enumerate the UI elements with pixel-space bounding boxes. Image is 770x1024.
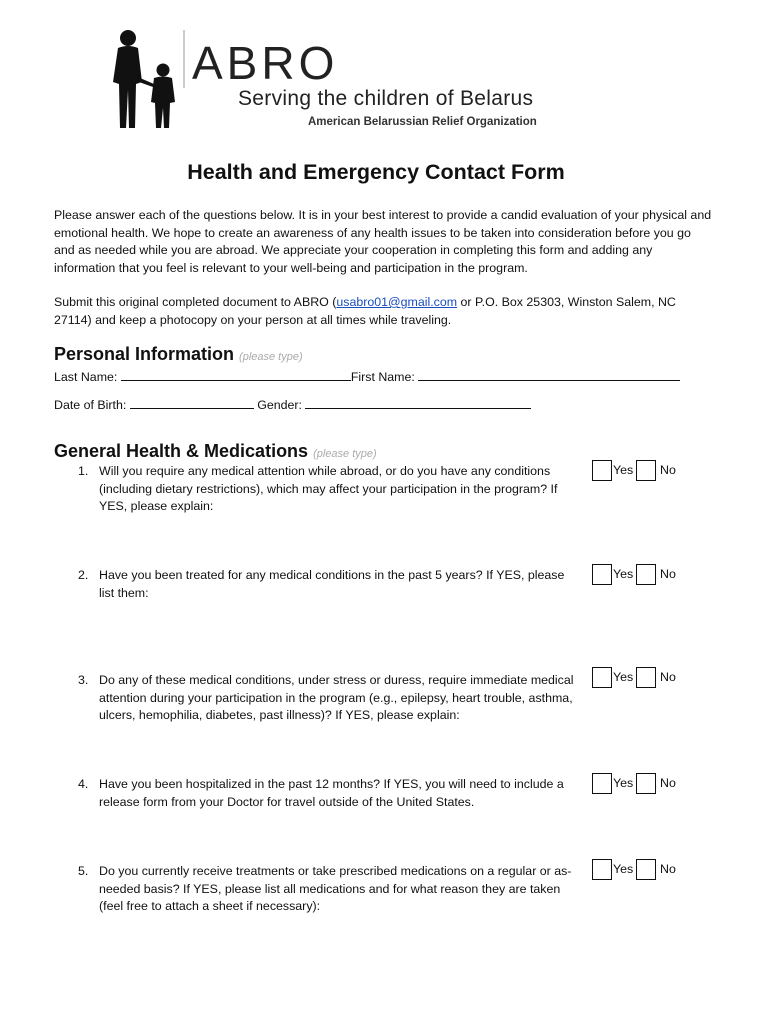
personal-info-heading xyxy=(54,344,303,365)
dob-gender-row xyxy=(54,397,531,412)
question-2 xyxy=(78,567,578,602)
question-number: 2. xyxy=(78,568,89,582)
yes-checkbox[interactable] xyxy=(592,667,612,688)
no-label: No xyxy=(660,776,676,790)
parent-child-silhouette-icon xyxy=(100,26,190,138)
logo-name: ABRO xyxy=(192,37,339,89)
yes-checkbox[interactable] xyxy=(592,859,612,880)
no-checkbox[interactable] xyxy=(636,859,656,880)
question-3-yes-no xyxy=(592,667,692,689)
yes-label: Yes xyxy=(613,776,634,790)
no-label: No xyxy=(660,862,676,876)
question-number: 1. xyxy=(78,464,89,478)
yes-label: Yes xyxy=(613,463,634,477)
question-5 xyxy=(78,863,578,916)
question-3 xyxy=(78,672,578,725)
yes-label: Yes xyxy=(613,862,634,876)
gender-label: Gender: xyxy=(257,398,302,412)
question-4 xyxy=(78,776,578,811)
question-number: 5. xyxy=(78,864,89,878)
question-text: Will you require any medical attention while abroad, or do you have any conditions (including dietary restrictions), which may affect your participation in the program? If YES, please explain: xyxy=(99,464,558,513)
email-link[interactable]: usabro01@gmail.com xyxy=(336,295,458,309)
no-checkbox[interactable] xyxy=(636,667,656,688)
name-row xyxy=(54,369,680,384)
no-checkbox[interactable] xyxy=(636,773,656,794)
question-text: Have you been hospitalized in the past 12 months? If YES, you will need to include a release form from your Doctor for travel outside of the United States. xyxy=(99,777,564,809)
no-label: No xyxy=(660,567,676,581)
logo-tagline: Serving the children of Belarus xyxy=(238,87,534,110)
health-title: General Health & Medications xyxy=(54,441,309,461)
submit-text-after: or P.O. Box 25303, Winston Salem, NC 27114) and keep a photocopy on your person at all times while traveling. xyxy=(54,295,676,327)
question-1 xyxy=(78,463,578,516)
last-name-field[interactable] xyxy=(121,369,351,381)
question-number: 4. xyxy=(78,777,89,791)
question-text: Do any of these medical conditions, under stress or duress, require immediate medical attention during your participation in the program (e.g., epilepsy, heart trouble, asthma, ulcers, hemophilia, diabetes, past illness)? If YES, please explain: xyxy=(99,673,574,722)
question-4-yes-no xyxy=(592,773,692,795)
submit-text-before: Submit this original completed document to ABRO ( xyxy=(54,295,337,309)
question-5-yes-no xyxy=(592,859,692,881)
submit-instructions xyxy=(54,294,714,329)
no-label: No xyxy=(660,670,676,684)
health-hint: (please type) xyxy=(313,448,377,460)
first-name-label: First Name: xyxy=(350,370,415,384)
intro-paragraph: Please answer each of the questions below. It is in your best interest to provide a candid evaluation of your physical and emotional health. We hope to create an awareness of any health issues to be taken into consideration before you go and as needed while you are abroad. We appreciate your cooperation in completing this form and adding any information that you feel is relevant to your well-being and participation in the program. xyxy=(54,208,712,275)
question-text: Do you currently receive treatments or take prescribed medications on a regular or as-needed basis? If YES, please list all medications and for what reason they are taken (feel free to attach a sheet if necessary): xyxy=(99,864,572,913)
personal-info-title: Personal Information xyxy=(54,344,235,364)
last-name-label: Last Name: xyxy=(54,370,118,384)
yes-checkbox[interactable] xyxy=(592,773,612,794)
gender-field[interactable] xyxy=(305,397,531,409)
yes-checkbox[interactable] xyxy=(592,564,612,585)
no-label: No xyxy=(660,463,676,477)
logo-organization: American Belarussian Relief Organization xyxy=(308,116,537,128)
first-name-field[interactable] xyxy=(418,369,680,381)
health-heading xyxy=(54,441,377,462)
question-2-yes-no xyxy=(592,564,692,586)
dob-field[interactable] xyxy=(130,397,254,409)
yes-checkbox[interactable] xyxy=(592,460,612,481)
yes-label: Yes xyxy=(613,567,634,581)
abro-logo xyxy=(100,26,660,138)
question-1-yes-no xyxy=(592,460,692,482)
personal-info-hint: (please type) xyxy=(239,351,303,363)
yes-label: Yes xyxy=(613,670,634,684)
page-title: Health and Emergency Contact Form xyxy=(187,160,565,184)
question-text: Have you been treated for any medical conditions in the past 5 years? If YES, please list them: xyxy=(99,568,565,600)
question-number: 3. xyxy=(78,673,89,687)
dob-label: Date of Birth: xyxy=(54,398,127,412)
no-checkbox[interactable] xyxy=(636,460,656,481)
no-checkbox[interactable] xyxy=(636,564,656,585)
